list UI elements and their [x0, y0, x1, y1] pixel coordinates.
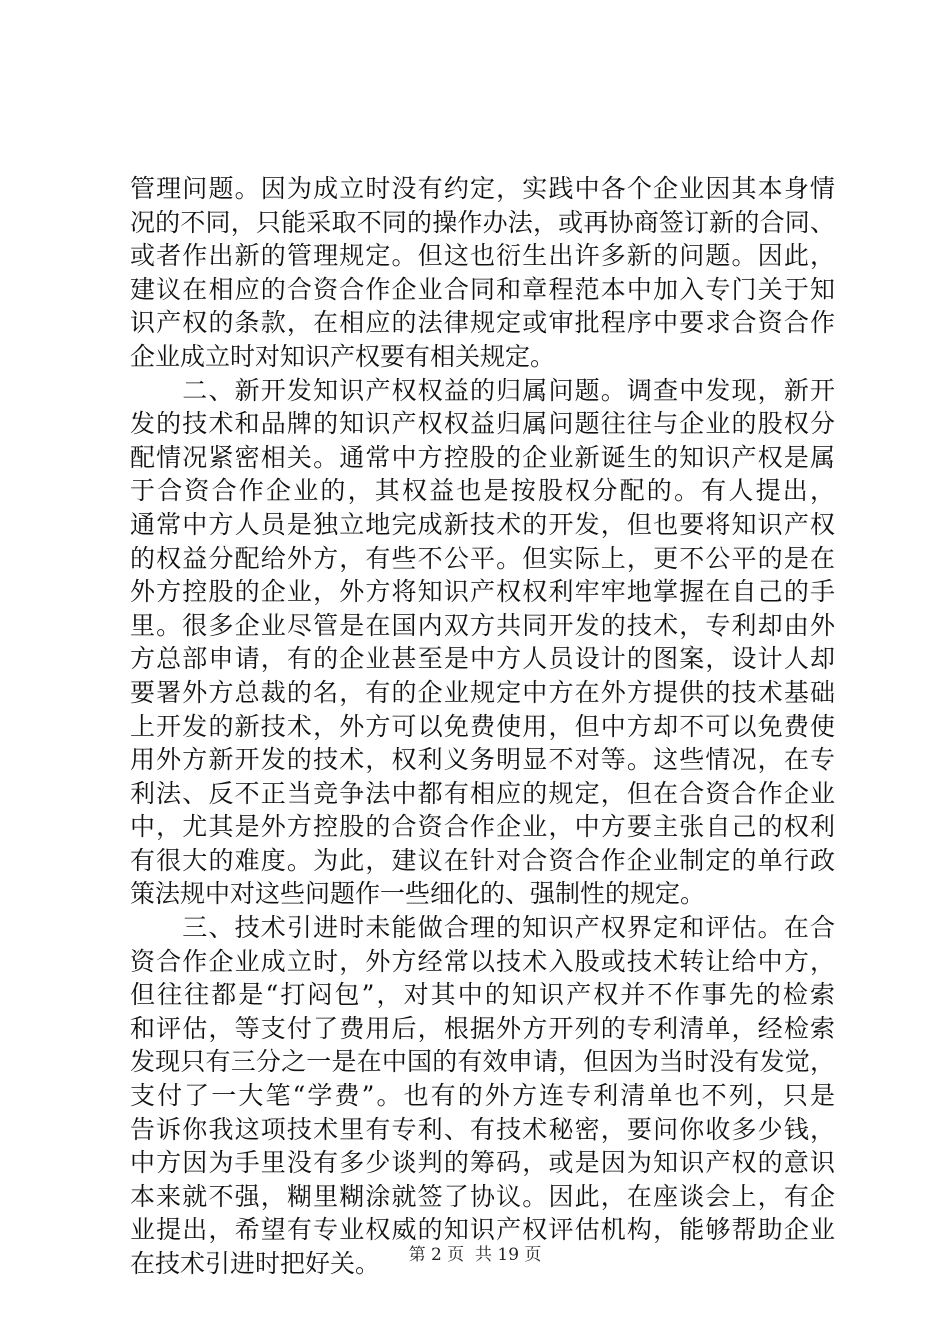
- page-number-label: 第 2 页 共 19 页: [408, 1245, 542, 1265]
- text-line: 业提出，希望有专业权威的知识产权评估机构，能够帮助企业: [130, 1215, 835, 1245]
- page-footer: [0, 1243, 950, 1267]
- text-line: 于合资合作企业的，其权益也是按股权分配的。有人提出，: [130, 476, 835, 506]
- text-line: 在技术引进时把好关。: [130, 1249, 381, 1278]
- text-line: 上开发的新技术，外方可以免费使用，但中方却不可以免费使: [130, 711, 835, 741]
- text-line: 况的不同，只能采取不同的操作办法，或再协商签订新的合同、: [130, 207, 835, 237]
- text-line: 配情况紧密相关。通常中方控股的企业新诞生的知识产权是属: [130, 442, 835, 472]
- document-body: [130, 172, 835, 1281]
- text-line: 和评估，等支付了费用后，根据外方开列的专利清单，经检索: [130, 1013, 835, 1043]
- text-line: 中方因为手里没有多少谈判的筹码，或是因为知识产权的意识: [130, 1148, 835, 1178]
- text-line: 方总部申请，有的企业甚至是中方人员设计的图案，设计人却: [130, 644, 835, 674]
- text-line: 中，尤其是外方控股的合资合作企业，中方要主张自己的权利: [130, 812, 835, 842]
- text-line: 告诉你我这项技术里有专利、有技术秘密，要问你收多少钱，: [130, 1114, 835, 1144]
- text-line: 策法规中对这些问题作一些细化的、强制性的规定。: [130, 879, 706, 909]
- text-line: 支付了一大笔“学费”。也有的外方连专利清单也不列，只是: [130, 1081, 835, 1111]
- text-line: 本来就不强，糊里糊涂就签了协议。因此，在座谈会上，有企: [130, 1181, 835, 1211]
- text-line: 外方控股的企业，外方将知识产权权利牢牢地掌握在自己的手: [130, 577, 835, 607]
- text-line: 但往往都是“打闷包”，对其中的知识产权并不作事先的检索: [130, 980, 835, 1010]
- text-line: 里。很多企业尽管是在国内双方共同开发的技术，专利却由外: [130, 610, 835, 640]
- text-line: 识产权的条款，在相应的法律规定或审批程序中要求合资合作: [130, 308, 835, 338]
- text-line: 利法、反不正当竞争法中都有相应的规定，但在合资合作企业: [130, 778, 835, 808]
- text-line: 用外方新开发的技术，权利义务明显不对等。这些情况，在专: [130, 745, 835, 775]
- text-line: 要署外方总裁的名，有的企业规定中方在外方提供的技术基础: [130, 677, 835, 707]
- text-line: 或者作出新的管理规定。但这也衍生出许多新的问题。因此，: [130, 241, 835, 271]
- text-line: 有很大的难度。为此，建议在针对合资合作企业制定的单行政: [130, 845, 835, 875]
- text-line: 企业成立时对知识产权要有相关规定。: [130, 341, 556, 371]
- text-line: 发的技术和品牌的知识产权权益归属问题往往与企业的股权分: [130, 409, 835, 439]
- text-line: 管理问题。因为成立时没有约定，实践中各个企业因其本身情: [130, 174, 835, 203]
- text-line: 发现只有三分之一是在中国的有效申请，但因为当时没有发觉，: [130, 1047, 835, 1077]
- text-line: 通常中方人员是独立地完成新技术的开发，但也要将知识产权: [130, 509, 835, 539]
- text-line: 二、新开发知识产权权益的归属问题。调查中发现，新开: [130, 375, 835, 405]
- text-line: 的权益分配给外方，有些不公平。但实际上，更不公平的是在: [130, 543, 835, 573]
- text-line: 资合作企业成立时，外方经常以技术入股或技术转让给中方，: [130, 946, 835, 976]
- text-line: 三、技术引进时未能做合理的知识产权界定和评估。在合: [130, 913, 835, 943]
- text-line: 建议在相应的合资合作企业合同和章程范本中加入专门关于知: [130, 274, 835, 304]
